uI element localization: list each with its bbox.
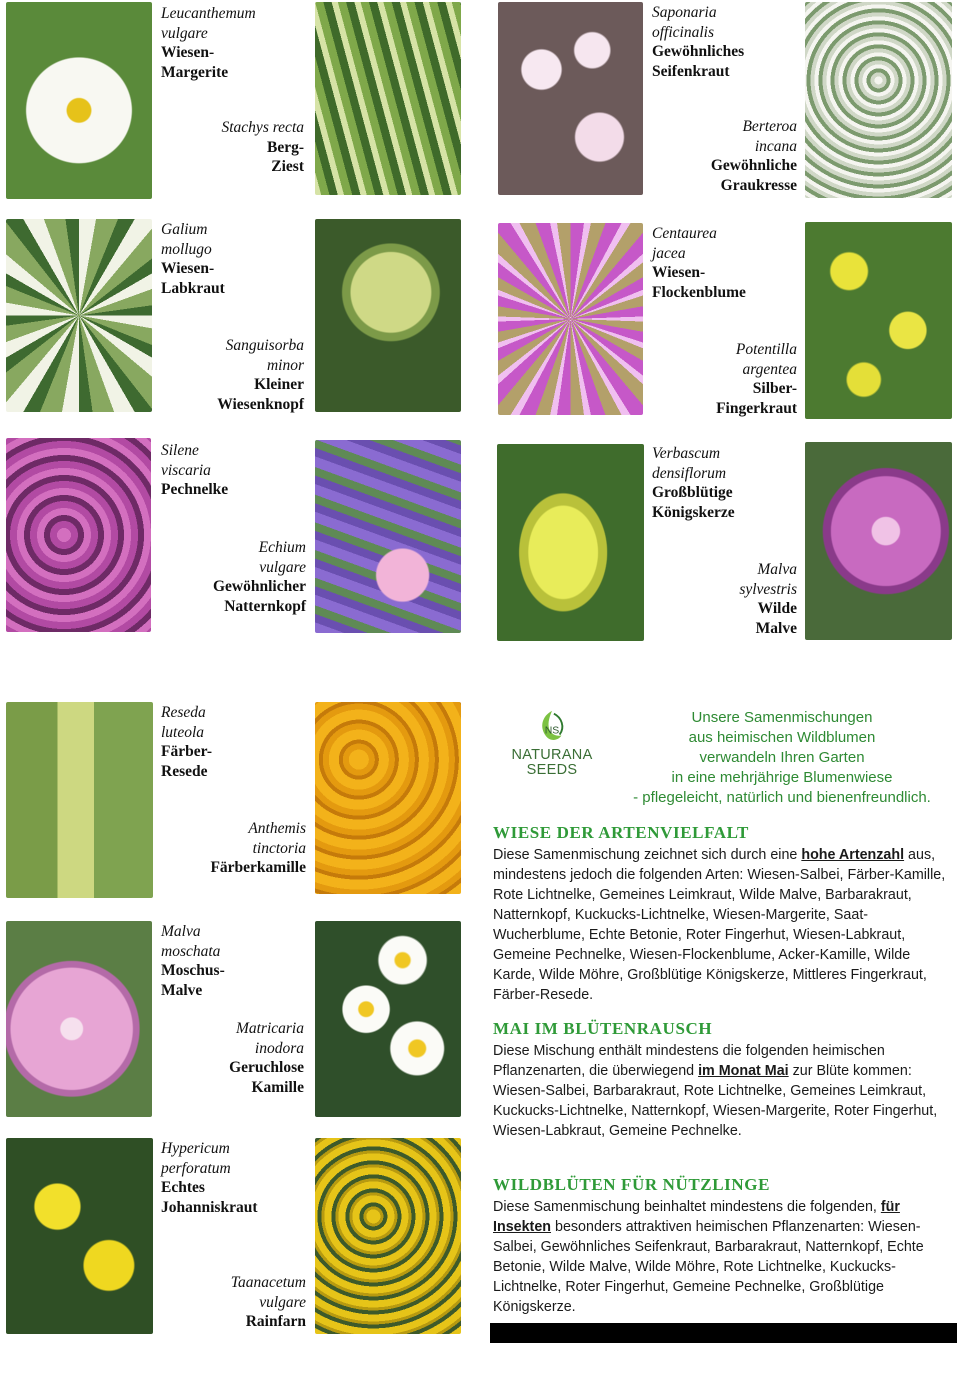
photo-centaurea: [498, 223, 643, 415]
caption-berteroa: Berteroa incana Gewöhnliche Graukresse: [710, 118, 797, 194]
photo-anthemis: [315, 702, 461, 894]
caption-potentilla: Potentilla argentea Silber- Fingerkraut: [716, 341, 797, 417]
section-body-artenvielfalt: Diese Samenmischung zeichnet sich durch eine hohe Artenzahl aus, mindestens jedoch die folgenden Arten: Wiesen-Salbei, Färber-Kamille, Rote Lichtnelke, Gemeines Leimkraut, Wilde Malve, Barbarakraut, Natternkopf, Kuckucks-Lichtnelke, Wiesen-Margerite, Saat-Wucherblume, Echte Betonie, Roter Fingerhut, Wiesen-Labkraut, Gemeine Pechnelke, Wiesen-Flockenblume, Acker-Kamille, Wilde Karde, Wilde Möhre, Großblütige Königskerze, Mittleres Fingerkraut, Färber-Resede.: [493, 847, 946, 1003]
photo-matricaria: [315, 921, 461, 1117]
photo-potentilla: [805, 222, 952, 419]
brand-tagline: Unsere Samenmischungen aus heimischen Wildblumen verwandeln Ihren Garten in eine mehrjährige Blumenwiese - pflegeleicht, natürlich und bienenfreundlich.: [633, 709, 931, 806]
caption-sanguisorba: Sanguisorba minor Kleiner Wiesenknopf: [217, 337, 304, 413]
caption-centaurea: Centaurea jacea Wiesen- Flockenblume: [652, 225, 746, 301]
caption-stachys: Stachys recta Berg- Ziest: [221, 119, 304, 175]
caption-malva-moschata: Malva moschata Moschus- Malve: [161, 923, 225, 999]
caption-anthemis: Anthemis tinctoria Färberkamille: [210, 820, 306, 876]
caption-galium: Galium mollugo Wiesen- Labkraut: [161, 221, 225, 297]
photo-malva-moschata: [6, 921, 152, 1117]
section-body-mai: Diese Mischung enthält mindestens die folgenden heimischen Pflanzenarten, die überwiegend im Monat Mai zur Blüte kommen: Wiesen-Salbei, Barbarakraut, Rote Lichtnelke, Gemeines Leimkraut, Kuckucks-Lichtnelke, Natternkopf, Wiesen-Margerite, Roter Fingerhut, Wiesen-Labkraut, Gemeine Pechnelke.: [493, 1043, 938, 1139]
photo-verbascum: [497, 444, 644, 641]
caption-leucanthemum: Leucanthemum vulgare Wiesen- Margerite: [161, 5, 256, 81]
caption-matricaria: Matricaria inodora Geruchlose Kamille: [229, 1020, 304, 1096]
photo-silene: [6, 438, 151, 632]
photo-echium: [315, 440, 461, 633]
brand-name-line1: NATURANA: [511, 747, 593, 763]
black-bar: [490, 1323, 957, 1343]
photo-sanguisorba: [315, 219, 461, 412]
caption-hypericum: Hypericum perforatum Echtes Johanniskraut: [161, 1140, 258, 1216]
section-body-nuetzlinge: Diese Samenmischung beinhaltet mindestens die folgenden, für Insekten besonders attraktiven heimischen Pflanzenarten: Wiesen-Salbei, Gewöhnliches Seifenkraut, Barbarakraut, Natternkopf, Echte Betonie, Wilde Malve, Wilde Möhre, Rote Lichtnelke, Kuckucks-Lichtnelke, Roter Fingerhut, Gemeine Pechnelke, Großblütige Königskerze.: [493, 1199, 924, 1315]
photo-berteroa: [805, 2, 952, 198]
section-heading-mai: MAI IM BLÜTENRAUSCH: [493, 1019, 713, 1038]
photo-saponaria: [498, 2, 643, 195]
brand-name-line2: SEEDS: [526, 762, 578, 778]
caption-saponaria: Saponaria officinalis Gewöhnliches Seifenkraut: [652, 4, 745, 80]
caption-malva-sylvestris: Malva sylvestris Wilde Malve: [739, 561, 797, 637]
caption-tanacetum: Taanacetum vulgare Rainfarn: [230, 1274, 306, 1330]
section-heading-artenvielfalt: WIESE DER ARTENVIELFALT: [493, 823, 749, 842]
caption-verbascum: Verbascum densiflorum Großblütige Königskerze: [652, 445, 735, 521]
section-heading-nuetzlinge: WILDBLÜTEN FÜR NÜTZLINGE: [493, 1175, 771, 1194]
photo-malva-sylvestris: [805, 442, 952, 640]
caption-reseda: Reseda luteola Färber- Resede: [161, 704, 213, 780]
naturana-logo: [502, 708, 602, 790]
photo-hypericum: [6, 1138, 153, 1334]
caption-echium: Echium vulgare Gewöhnlicher Natternkopf: [213, 539, 306, 615]
photo-tanacetum: [315, 1138, 461, 1334]
svg-text:NS: NS: [544, 725, 560, 737]
photo-galium: [6, 219, 152, 412]
photo-leucanthemum: [6, 2, 152, 199]
photo-reseda: [6, 702, 153, 898]
caption-silene: Silene viscaria Pechnelke: [161, 442, 229, 498]
photo-stachys: [315, 2, 461, 195]
leaf-logo-icon: [533, 708, 571, 746]
